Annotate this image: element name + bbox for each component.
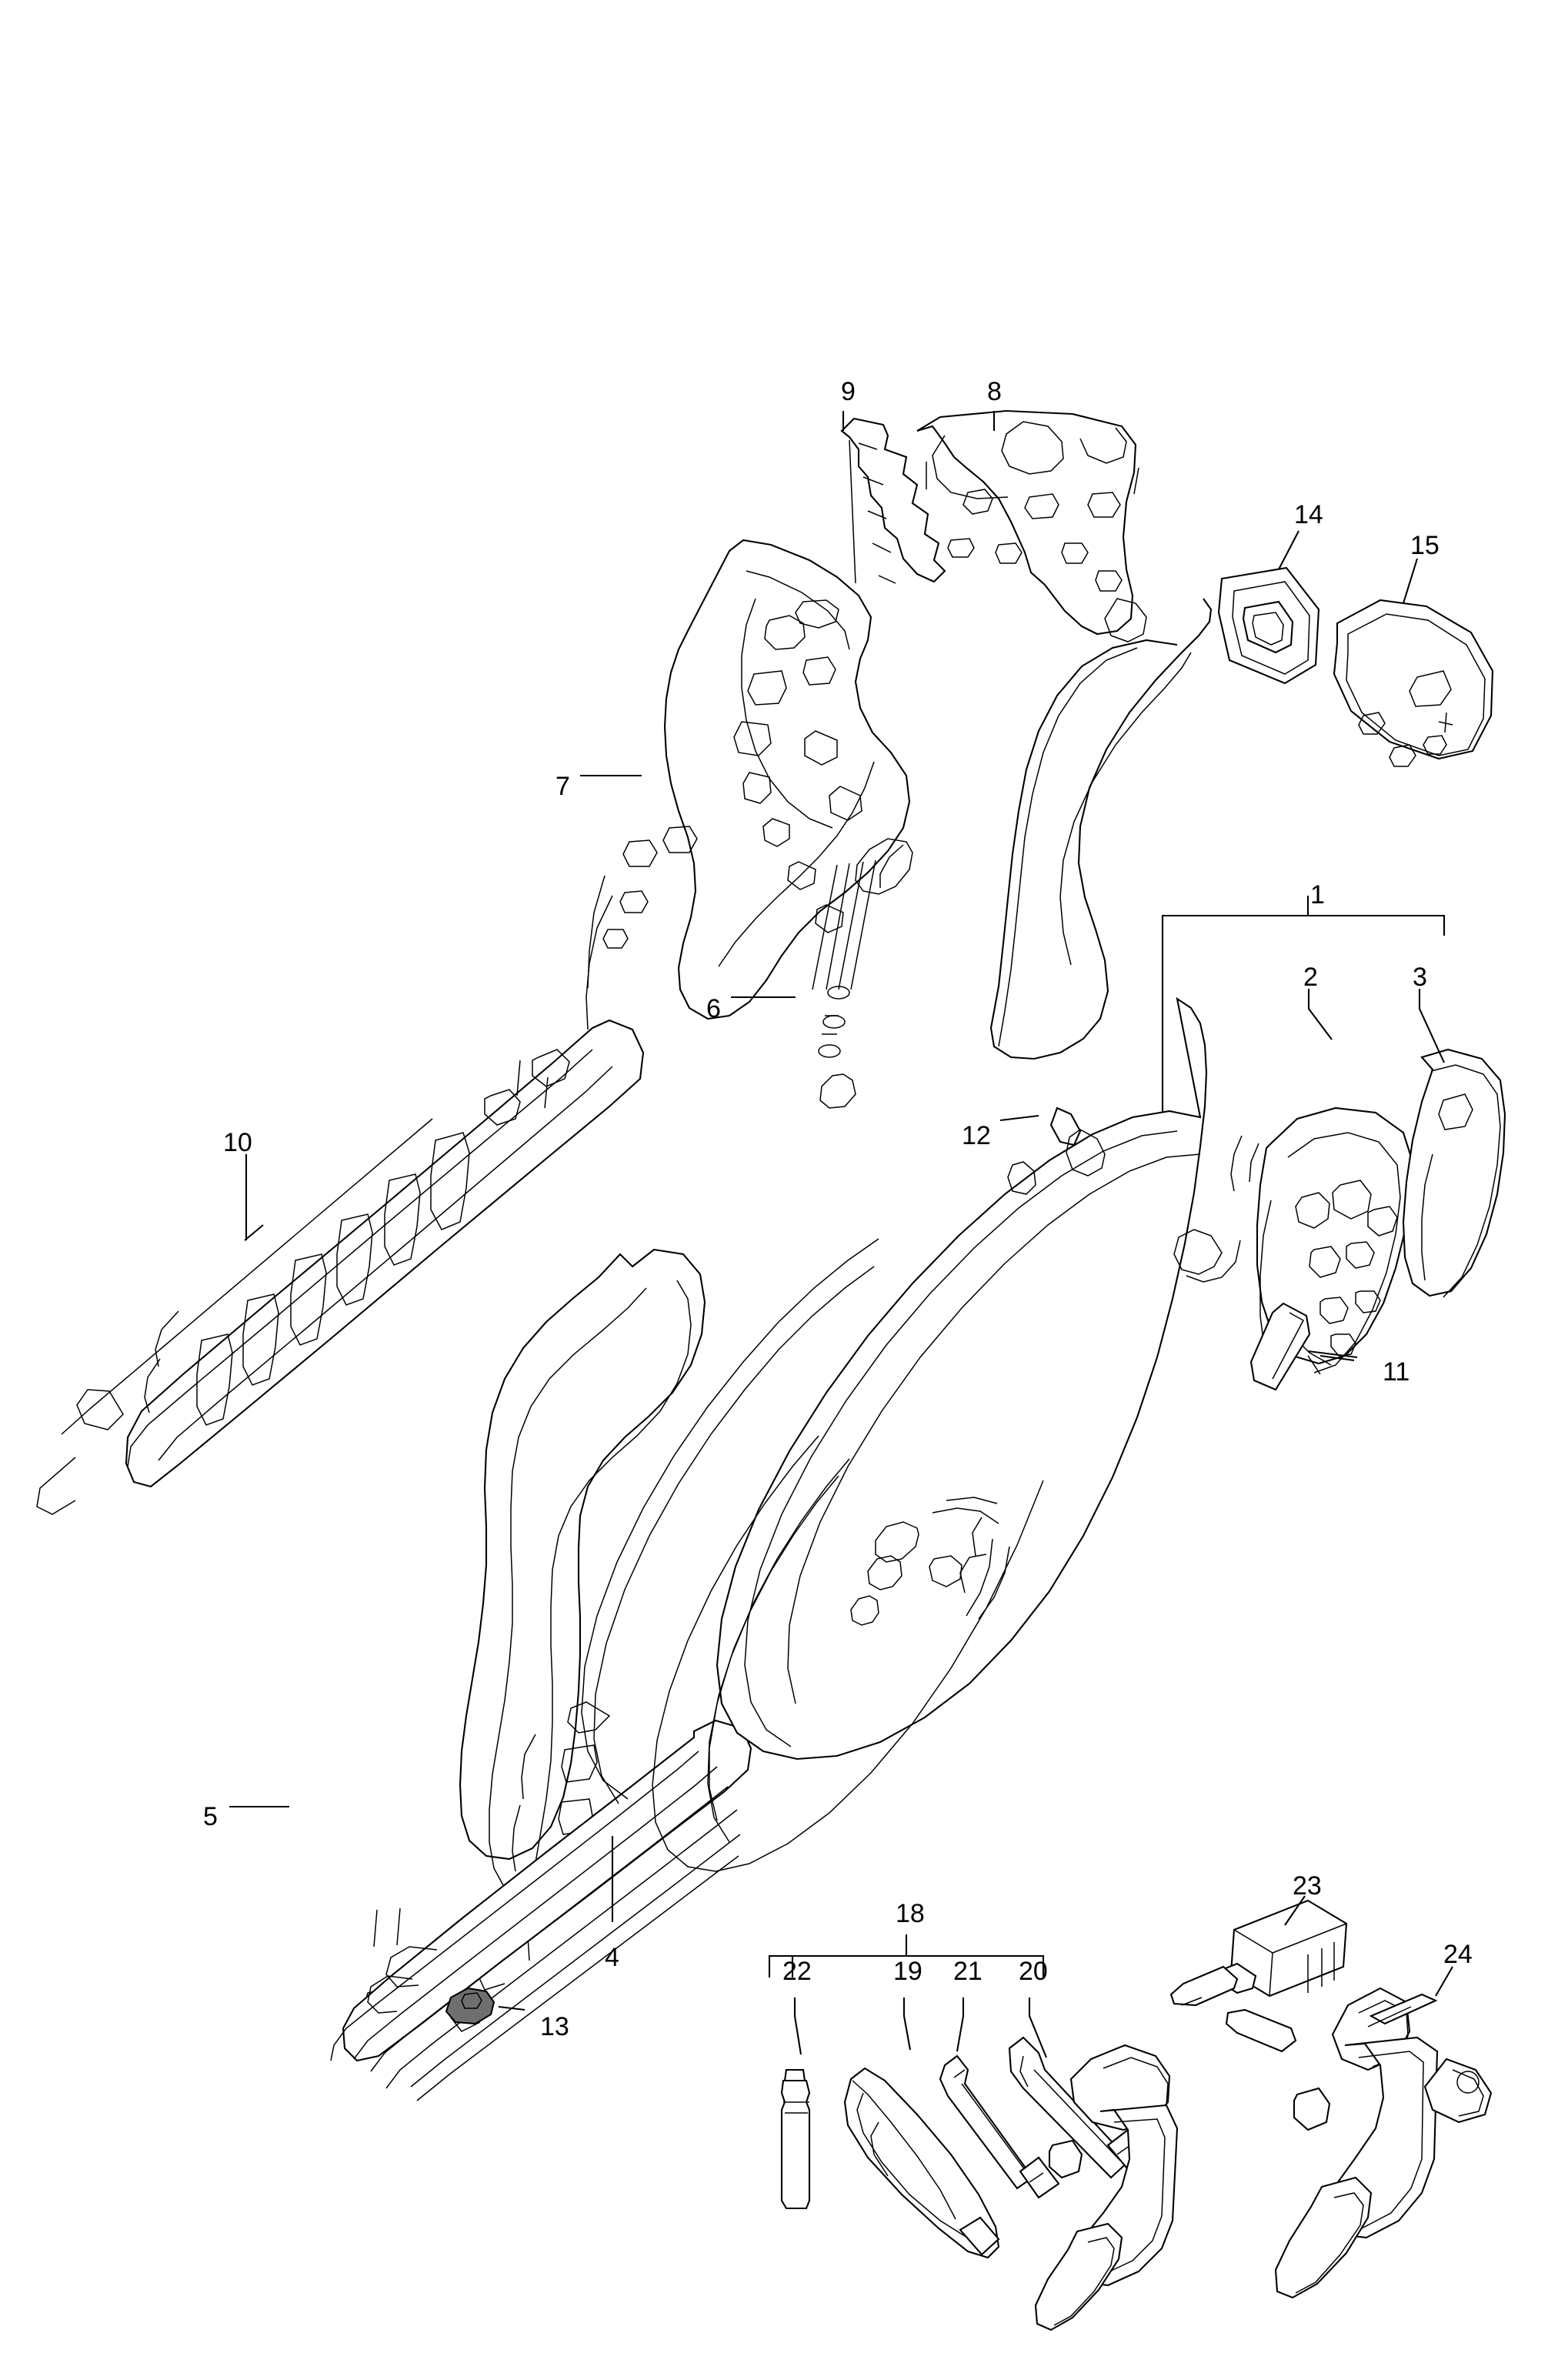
part-12-shape bbox=[1000, 1108, 1080, 1145]
part-24-shape bbox=[1226, 1988, 1491, 2298]
callout-4: 4 bbox=[605, 1943, 619, 1972]
callout-7: 7 bbox=[555, 772, 570, 801]
part-7-shape bbox=[586, 540, 909, 1030]
callout-23: 23 bbox=[1293, 1871, 1322, 1901]
callout-14: 14 bbox=[1294, 500, 1323, 529]
part-13-shape bbox=[446, 1988, 525, 2024]
callout-1: 1 bbox=[1310, 880, 1325, 909]
part-8-shape bbox=[917, 411, 1146, 642]
side-panel-shape bbox=[582, 999, 1259, 1871]
callout-9: 9 bbox=[841, 377, 856, 406]
callout-2: 2 bbox=[1303, 963, 1318, 992]
part-18-bracket bbox=[769, 1934, 1046, 2058]
part-9-shape bbox=[842, 419, 945, 583]
part-22-shape bbox=[782, 2070, 809, 2208]
callout-20: 20 bbox=[1019, 1957, 1048, 1986]
callout-8: 8 bbox=[987, 377, 1002, 406]
callout-3: 3 bbox=[1413, 963, 1427, 992]
part-3-shape bbox=[1403, 1050, 1505, 1297]
part-19-shape bbox=[845, 2068, 999, 2258]
callout-18: 18 bbox=[896, 1899, 925, 1928]
part-23-shape bbox=[1171, 1901, 1346, 2005]
callout-22: 22 bbox=[782, 1957, 812, 1986]
callout-24: 24 bbox=[1443, 1940, 1473, 1969]
callout-5: 5 bbox=[203, 1802, 218, 1831]
callout-19: 19 bbox=[893, 1957, 922, 1986]
callout-10: 10 bbox=[223, 1128, 252, 1157]
callout-12: 12 bbox=[962, 1121, 991, 1150]
callout-21: 21 bbox=[953, 1957, 983, 1986]
callout-6: 6 bbox=[706, 994, 721, 1023]
callout-15: 15 bbox=[1410, 531, 1440, 560]
callout-13: 13 bbox=[540, 2012, 569, 2041]
callout-11: 11 bbox=[1383, 1357, 1410, 1387]
part-14-shape bbox=[1219, 568, 1319, 683]
part-15-shape bbox=[1334, 600, 1493, 766]
